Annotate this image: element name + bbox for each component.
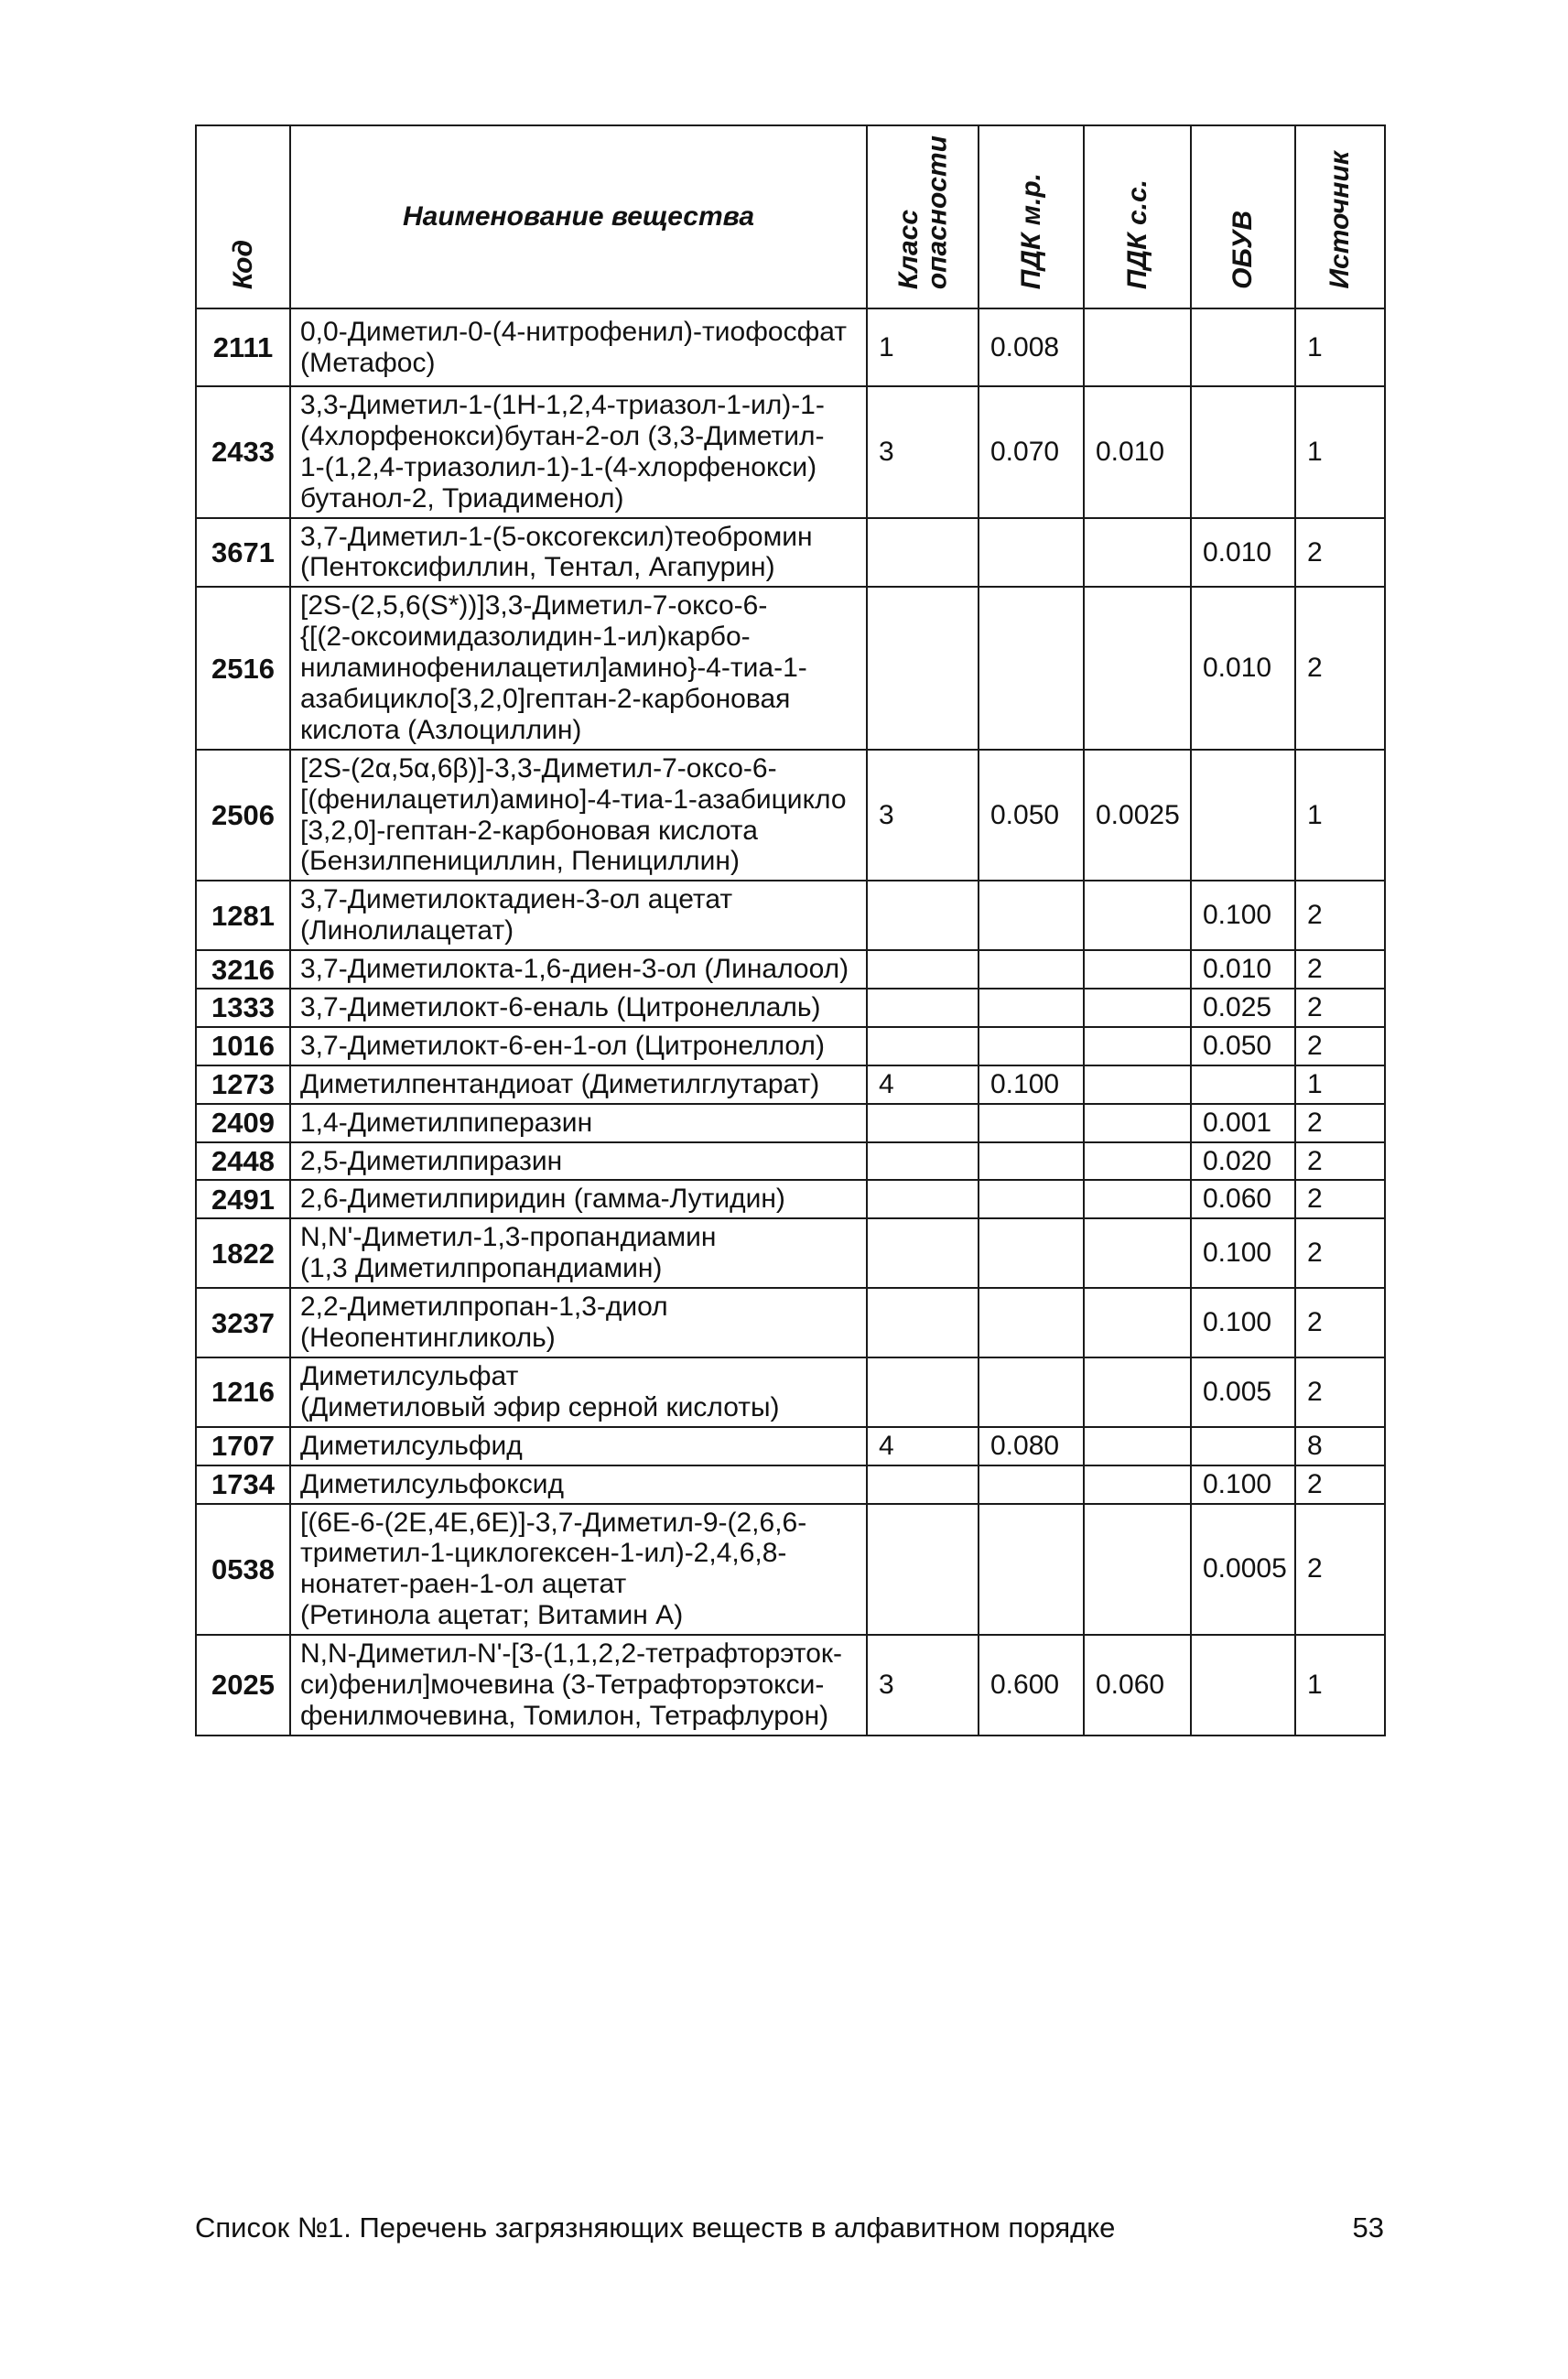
header-name: Наименование вещества xyxy=(290,125,867,308)
cell-code: 2491 xyxy=(196,1180,290,1218)
cell-name: 3,7-Диметил-1-(5-оксогексил)теобромин (Пентоксифиллин, Тентал, Агапурин) xyxy=(290,518,867,588)
table-row xyxy=(196,1357,1385,1427)
page-number: 53 xyxy=(1352,2211,1384,2244)
cell-pdk-mr: 0.080 xyxy=(979,1427,1084,1465)
cell-source: 2 xyxy=(1295,1142,1385,1181)
substances-table xyxy=(195,124,1386,1736)
cell-source: 2 xyxy=(1295,587,1385,749)
cell-pdk-ss xyxy=(1084,518,1191,588)
cell-obuv: 0.010 xyxy=(1191,587,1295,749)
cell-pdk-mr: 0.100 xyxy=(979,1065,1084,1104)
cell-name: 2,5-Диметилпиразин xyxy=(290,1142,867,1181)
cell-pdk-ss xyxy=(1084,1142,1191,1181)
cell-name: [(6Е-6-(2Е,4Е,6Е)]-3,7-Диметил-9-(2,6,6- триметил-1-циклогексен-1-ил)-2,4,6,8- нонатет-раен-1-ол ацетат (Ретинола ацетат; Витамин А) xyxy=(290,1504,867,1636)
cell-pdk-ss xyxy=(1084,1288,1191,1357)
cell-obuv: 0.100 xyxy=(1191,1218,1295,1288)
header-code: Код xyxy=(196,125,290,308)
cell-source: 8 xyxy=(1295,1427,1385,1465)
cell-code: 1333 xyxy=(196,989,290,1027)
cell-code: 2433 xyxy=(196,386,290,518)
table-row xyxy=(196,587,1385,749)
cell-pdk-mr xyxy=(979,1504,1084,1636)
cell-obuv: 0.005 xyxy=(1191,1357,1295,1427)
cell-source: 2 xyxy=(1295,1104,1385,1142)
cell-source: 1 xyxy=(1295,386,1385,518)
cell-source: 2 xyxy=(1295,1465,1385,1504)
cell-obuv: 0.020 xyxy=(1191,1142,1295,1181)
cell-name: 2,2-Диметилпропан-1,3-диол (Неопентингликоль) xyxy=(290,1288,867,1357)
cell-obuv xyxy=(1191,1065,1295,1104)
cell-pdk-mr: 0.008 xyxy=(979,308,1084,386)
table-row xyxy=(196,950,1385,989)
table-row xyxy=(196,1180,1385,1218)
table-row xyxy=(196,1104,1385,1142)
cell-code: 3216 xyxy=(196,950,290,989)
cell-name: N,N-Диметил-N'-[3-(1,1,2,2-тетрафторэток- си)фенил]мочевина (3-Тетрафторэтокси- фенилмочевина, Томилон, Тетрафлурон) xyxy=(290,1635,867,1736)
cell-pdk-mr xyxy=(979,1465,1084,1504)
cell-hazard-class xyxy=(867,1288,979,1357)
cell-pdk-mr xyxy=(979,989,1084,1027)
cell-code: 1822 xyxy=(196,1218,290,1288)
cell-obuv: 0.001 xyxy=(1191,1104,1295,1142)
table-row xyxy=(196,1288,1385,1357)
cell-hazard-class xyxy=(867,1180,979,1218)
cell-pdk-mr xyxy=(979,518,1084,588)
cell-source: 2 xyxy=(1295,1357,1385,1427)
cell-name: 3,3-Диметил-1-(1Н-1,2,4-триазол-1-ил)-1- (4хлорфенокси)бутан-2-ол (3,3-Диметил- 1-(1,2,4-триазолил-1)-1-(4-хлорфенокси) бутанол-2, Триадименол) xyxy=(290,386,867,518)
cell-pdk-mr: 0.070 xyxy=(979,386,1084,518)
cell-source: 2 xyxy=(1295,950,1385,989)
cell-pdk-ss xyxy=(1084,1504,1191,1636)
cell-pdk-mr xyxy=(979,1180,1084,1218)
cell-name: [2S-(2,5,6(S*))]3,3-Диметил-7-оксо-6- {[(2-оксоимидазолидин-1-ил)карбо- ниламинофенилацетил]амино}-4-тиа-1- азабицикло[3,2,0]гептан-2-карбоновая кислота (Азлоциллин) xyxy=(290,587,867,749)
cell-obuv xyxy=(1191,386,1295,518)
cell-code: 1273 xyxy=(196,1065,290,1104)
cell-code: 1016 xyxy=(196,1027,290,1065)
cell-hazard-class xyxy=(867,1218,979,1288)
cell-pdk-mr xyxy=(979,1142,1084,1181)
cell-pdk-mr: 0.600 xyxy=(979,1635,1084,1736)
cell-pdk-mr xyxy=(979,881,1084,950)
table-body xyxy=(196,308,1385,1736)
table-row xyxy=(196,1427,1385,1465)
cell-obuv: 0.025 xyxy=(1191,989,1295,1027)
cell-obuv: 0.010 xyxy=(1191,518,1295,588)
cell-pdk-ss: 0.010 xyxy=(1084,386,1191,518)
cell-source: 1 xyxy=(1295,1065,1385,1104)
cell-code: 2111 xyxy=(196,308,290,386)
cell-name: Диметилсульфоксид xyxy=(290,1465,867,1504)
cell-source: 2 xyxy=(1295,518,1385,588)
cell-name: 2,6-Диметилпиридин (гамма-Лутидин) xyxy=(290,1180,867,1218)
cell-name: 3,7-Диметилокт-6-еналь (Цитронеллаль) xyxy=(290,989,867,1027)
cell-pdk-ss xyxy=(1084,1065,1191,1104)
cell-pdk-mr xyxy=(979,1288,1084,1357)
cell-name: 3,7-Диметилокт-6-ен-1-ол (Цитронеллол) xyxy=(290,1027,867,1065)
cell-code: 2506 xyxy=(196,750,290,881)
cell-hazard-class xyxy=(867,989,979,1027)
table-row xyxy=(196,881,1385,950)
cell-pdk-ss xyxy=(1084,950,1191,989)
cell-source: 2 xyxy=(1295,1218,1385,1288)
cell-code: 3237 xyxy=(196,1288,290,1357)
cell-hazard-class xyxy=(867,518,979,588)
cell-pdk-mr xyxy=(979,1104,1084,1142)
cell-pdk-ss xyxy=(1084,881,1191,950)
cell-hazard-class xyxy=(867,950,979,989)
table-row xyxy=(196,386,1385,518)
cell-pdk-mr xyxy=(979,587,1084,749)
cell-name: Диметилпентандиоат (Диметилглутарат) xyxy=(290,1065,867,1104)
cell-source: 2 xyxy=(1295,1288,1385,1357)
cell-source: 2 xyxy=(1295,1504,1385,1636)
table-row xyxy=(196,1504,1385,1636)
cell-pdk-ss xyxy=(1084,1218,1191,1288)
cell-code: 2025 xyxy=(196,1635,290,1736)
cell-hazard-class xyxy=(867,587,979,749)
cell-code: 2448 xyxy=(196,1142,290,1181)
table-row xyxy=(196,1065,1385,1104)
cell-code: 0538 xyxy=(196,1504,290,1636)
cell-source: 2 xyxy=(1295,1027,1385,1065)
cell-hazard-class: 1 xyxy=(867,308,979,386)
cell-obuv: 0.0005 xyxy=(1191,1504,1295,1636)
cell-source: 2 xyxy=(1295,1180,1385,1218)
cell-obuv xyxy=(1191,750,1295,881)
footer-caption: Список №1. Перечень загрязняющих веществ в алфавитном порядке xyxy=(195,2211,1116,2244)
cell-hazard-class: 3 xyxy=(867,386,979,518)
cell-hazard-class: 4 xyxy=(867,1065,979,1104)
cell-pdk-ss: 0.060 xyxy=(1084,1635,1191,1736)
cell-pdk-ss xyxy=(1084,1027,1191,1065)
cell-hazard-class xyxy=(867,1465,979,1504)
cell-obuv: 0.010 xyxy=(1191,950,1295,989)
cell-obuv xyxy=(1191,308,1295,386)
cell-hazard-class xyxy=(867,1142,979,1181)
cell-pdk-mr xyxy=(979,1218,1084,1288)
cell-hazard-class xyxy=(867,1027,979,1065)
cell-pdk-ss xyxy=(1084,308,1191,386)
header-pdk-mr: ПДК м.р. xyxy=(979,125,1084,308)
cell-obuv: 0.100 xyxy=(1191,881,1295,950)
header-obuv: ОБУВ xyxy=(1191,125,1295,308)
cell-pdk-mr xyxy=(979,950,1084,989)
cell-name: Диметилсульфат (Диметиловый эфир серной кислоты) xyxy=(290,1357,867,1427)
cell-name: 3,7-Диметилокта-1,6-диен-3-ол (Линалоол) xyxy=(290,950,867,989)
header-pdk-ss: ПДК с.с. xyxy=(1084,125,1191,308)
cell-pdk-ss: 0.0025 xyxy=(1084,750,1191,881)
cell-hazard-class: 3 xyxy=(867,750,979,881)
cell-pdk-ss xyxy=(1084,1357,1191,1427)
cell-source: 1 xyxy=(1295,308,1385,386)
cell-source: 1 xyxy=(1295,1635,1385,1736)
header-hazard-class: Класс опасности xyxy=(867,125,979,308)
table-row xyxy=(196,1142,1385,1181)
cell-pdk-ss xyxy=(1084,587,1191,749)
cell-code: 3671 xyxy=(196,518,290,588)
cell-pdk-ss xyxy=(1084,1180,1191,1218)
cell-pdk-ss xyxy=(1084,989,1191,1027)
substances-table-container xyxy=(195,124,1384,1736)
cell-name: Диметилсульфид xyxy=(290,1427,867,1465)
cell-hazard-class xyxy=(867,1357,979,1427)
cell-hazard-class: 4 xyxy=(867,1427,979,1465)
cell-code: 1707 xyxy=(196,1427,290,1465)
table-row xyxy=(196,989,1385,1027)
table-row xyxy=(196,518,1385,588)
cell-name: 1,4-Диметилпиперазин xyxy=(290,1104,867,1142)
cell-name: 3,7-Диметилоктадиен-3-ол ацетат (Линолилацетат) xyxy=(290,881,867,950)
cell-source: 2 xyxy=(1295,989,1385,1027)
table-row xyxy=(196,1635,1385,1736)
cell-pdk-mr xyxy=(979,1027,1084,1065)
cell-name: 0,0-Диметил-0-(4-нитрофенил)-тиофосфат (Метафос) xyxy=(290,308,867,386)
table-header-row xyxy=(196,125,1385,308)
cell-pdk-ss xyxy=(1084,1465,1191,1504)
cell-pdk-ss xyxy=(1084,1104,1191,1142)
cell-code: 1281 xyxy=(196,881,290,950)
cell-obuv: 0.060 xyxy=(1191,1180,1295,1218)
cell-code: 2409 xyxy=(196,1104,290,1142)
cell-hazard-class xyxy=(867,881,979,950)
cell-hazard-class: 3 xyxy=(867,1635,979,1736)
cell-pdk-ss xyxy=(1084,1427,1191,1465)
cell-hazard-class xyxy=(867,1504,979,1636)
page-footer xyxy=(195,2211,1384,2244)
cell-source: 2 xyxy=(1295,881,1385,950)
cell-obuv xyxy=(1191,1635,1295,1736)
cell-code: 1216 xyxy=(196,1357,290,1427)
cell-pdk-mr xyxy=(979,1357,1084,1427)
table-row xyxy=(196,1465,1385,1504)
table-row xyxy=(196,308,1385,386)
cell-source: 1 xyxy=(1295,750,1385,881)
cell-obuv: 0.100 xyxy=(1191,1465,1295,1504)
cell-code: 1734 xyxy=(196,1465,290,1504)
cell-obuv: 0.100 xyxy=(1191,1288,1295,1357)
table-row xyxy=(196,1218,1385,1288)
header-source: Источник xyxy=(1295,125,1385,308)
cell-hazard-class xyxy=(867,1104,979,1142)
table-row xyxy=(196,1027,1385,1065)
table-row xyxy=(196,750,1385,881)
cell-code: 2516 xyxy=(196,587,290,749)
cell-pdk-mr: 0.050 xyxy=(979,750,1084,881)
cell-name: [2S-(2α,5α,6β)]-3,3-Диметил-7-оксо-6- [(фенилацетил)амино]-4-тиа-1-азабицикло [3,2,0]-гептан-2-карбоновая кислота (Бензилпенициллин, Пенициллин) xyxy=(290,750,867,881)
cell-obuv: 0.050 xyxy=(1191,1027,1295,1065)
cell-obuv xyxy=(1191,1427,1295,1465)
cell-name: N,N'-Диметил-1,3-пропандиамин (1,3 Диметилпропандиамин) xyxy=(290,1218,867,1288)
